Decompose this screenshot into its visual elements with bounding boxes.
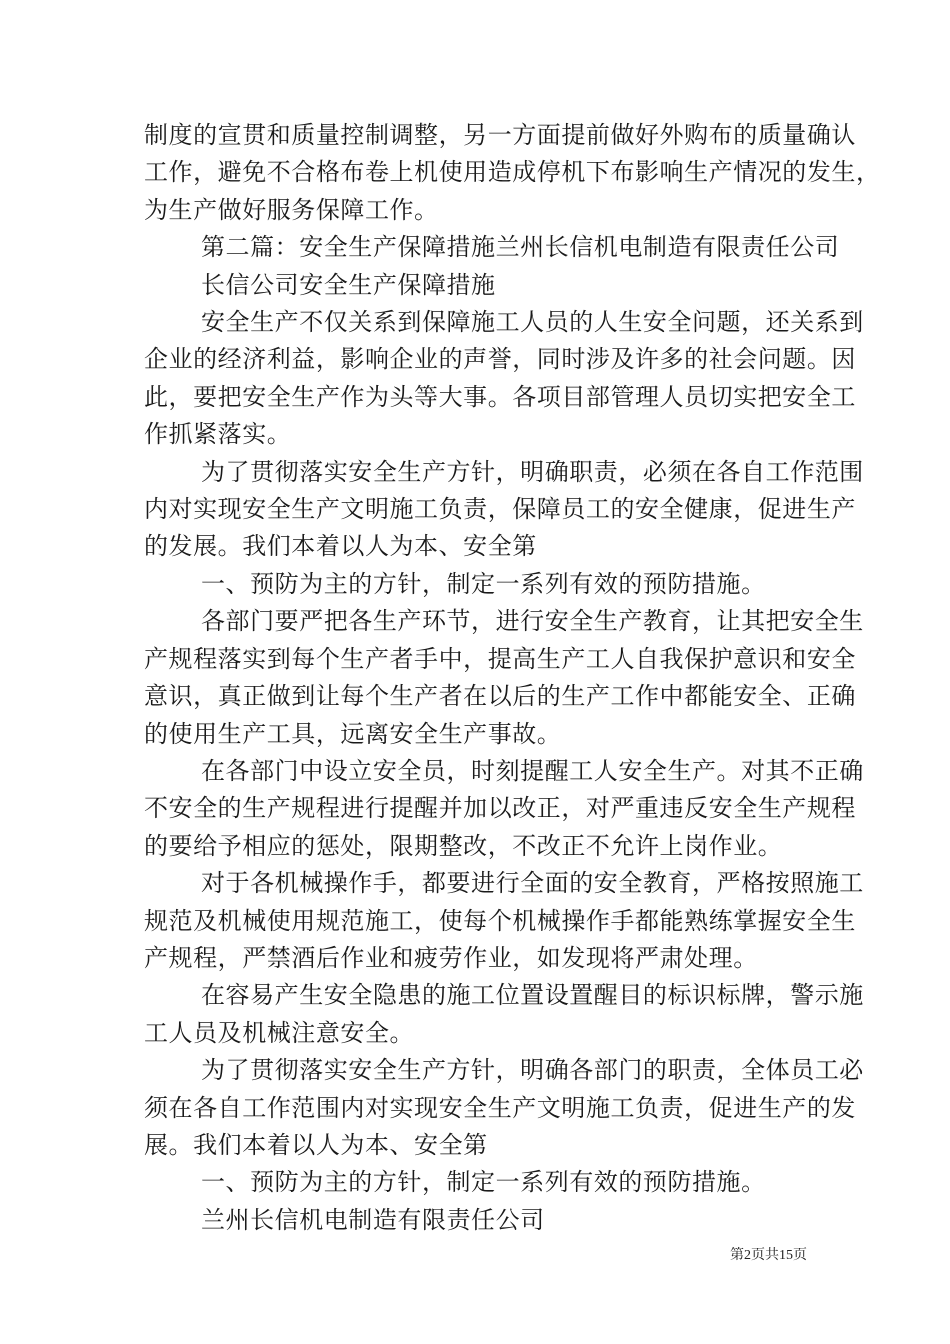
text-line: 为生产做好服务保障工作。 xyxy=(144,195,439,224)
text-line: 意识，真正做到让每个生产者在以后的生产工作中都能安全、正确 xyxy=(144,682,856,711)
footer-prefix: 第 xyxy=(730,1247,744,1263)
text-line: 须在各自工作范围内对实现安全生产文明施工负责，促进生产的发 xyxy=(144,1093,856,1122)
text-line: 制度的宣贯和质量控制调整，另一方面提前做好外购布的质量确认 xyxy=(144,121,856,149)
text-line: 作抓紧落实。 xyxy=(144,420,292,449)
body-text xyxy=(144,117,881,1239)
text-line: 企业的经济利益，影响企业的声誉，同时涉及许多的社会问题。因 xyxy=(144,345,856,374)
text-line: 产规程落实到每个生产者手中，提高生产工人自我保护意识和安全 xyxy=(144,644,856,673)
text-line: 不安全的生产规程进行提醒并加以改正，对严重违反安全生产规程 xyxy=(144,794,856,823)
text-line: 一、预防为主的方针，制定一系列有效的预防措施。 xyxy=(201,1168,766,1197)
text-line: 在容易产生安全隐患的施工位置设置醒目的标识标牌，警示施 xyxy=(201,981,864,1010)
text-line: 在各部门中设立安全员，时刻提醒工人安全生产。对其不正确 xyxy=(201,756,864,785)
text-line: 规范及机械使用规范施工，使每个机械操作手都能熟练掌握安全生 xyxy=(144,906,856,935)
text-line: 工作，避免不合格布卷上机使用造成停机下布影响生产情况的发生， xyxy=(144,158,881,187)
text-line: 安全生产不仅关系到保障施工人员的人生安全问题，还关系到 xyxy=(201,308,864,337)
page-footer xyxy=(730,1246,807,1265)
text-line: 的发展。我们本着以人为本、安全第 xyxy=(144,532,537,561)
text-line: 为了贯彻落实安全生产方针，明确职责，必须在各自工作范围 xyxy=(201,457,864,486)
text-line: 的要给予相应的惩处，限期整改，不改正不允许上岗作业。 xyxy=(144,831,783,860)
text-line: 内对实现安全生产文明施工负责，保障员工的安全健康，促进生产 xyxy=(144,495,856,524)
text-line: 此，要把安全生产作为头等大事。各项目部管理人员切实把安全工 xyxy=(144,382,856,411)
footer-suffix: 页 xyxy=(793,1247,807,1263)
total-pages-number: 15 xyxy=(779,1248,793,1263)
text-line: 对于各机械操作手，都要进行全面的安全教育，严格按照施工 xyxy=(201,869,864,898)
footer-middle: 页共 xyxy=(751,1247,779,1263)
text-line: 长信公司安全生产保障措施 xyxy=(201,270,496,299)
text-line: 展。我们本着以人为本、安全第 xyxy=(144,1130,488,1159)
text-line: 各部门要严把各生产环节，进行安全生产教育，让其把安全生 xyxy=(201,607,864,636)
text-line: 为了贯彻落实安全生产方针，明确各部门的职责，全体员工必 xyxy=(201,1056,864,1085)
text-line: 产规程，严禁酒后作业和疲劳作业，如发现将严肃处理。 xyxy=(144,943,758,972)
text-line: 一、预防为主的方针，制定一系列有效的预防措施。 xyxy=(201,569,766,598)
current-page-number: 2 xyxy=(744,1248,751,1263)
text-line: 第二篇：安全生产保障措施兰州长信机电制造有限责任公司 xyxy=(201,233,840,262)
text-line: 的使用生产工具，远离安全生产事故。 xyxy=(144,719,562,748)
document-body xyxy=(144,117,881,1239)
text-line: 兰州长信机电制造有限责任公司 xyxy=(201,1205,545,1234)
text-line: 工人员及机械注意安全。 xyxy=(144,1018,415,1047)
